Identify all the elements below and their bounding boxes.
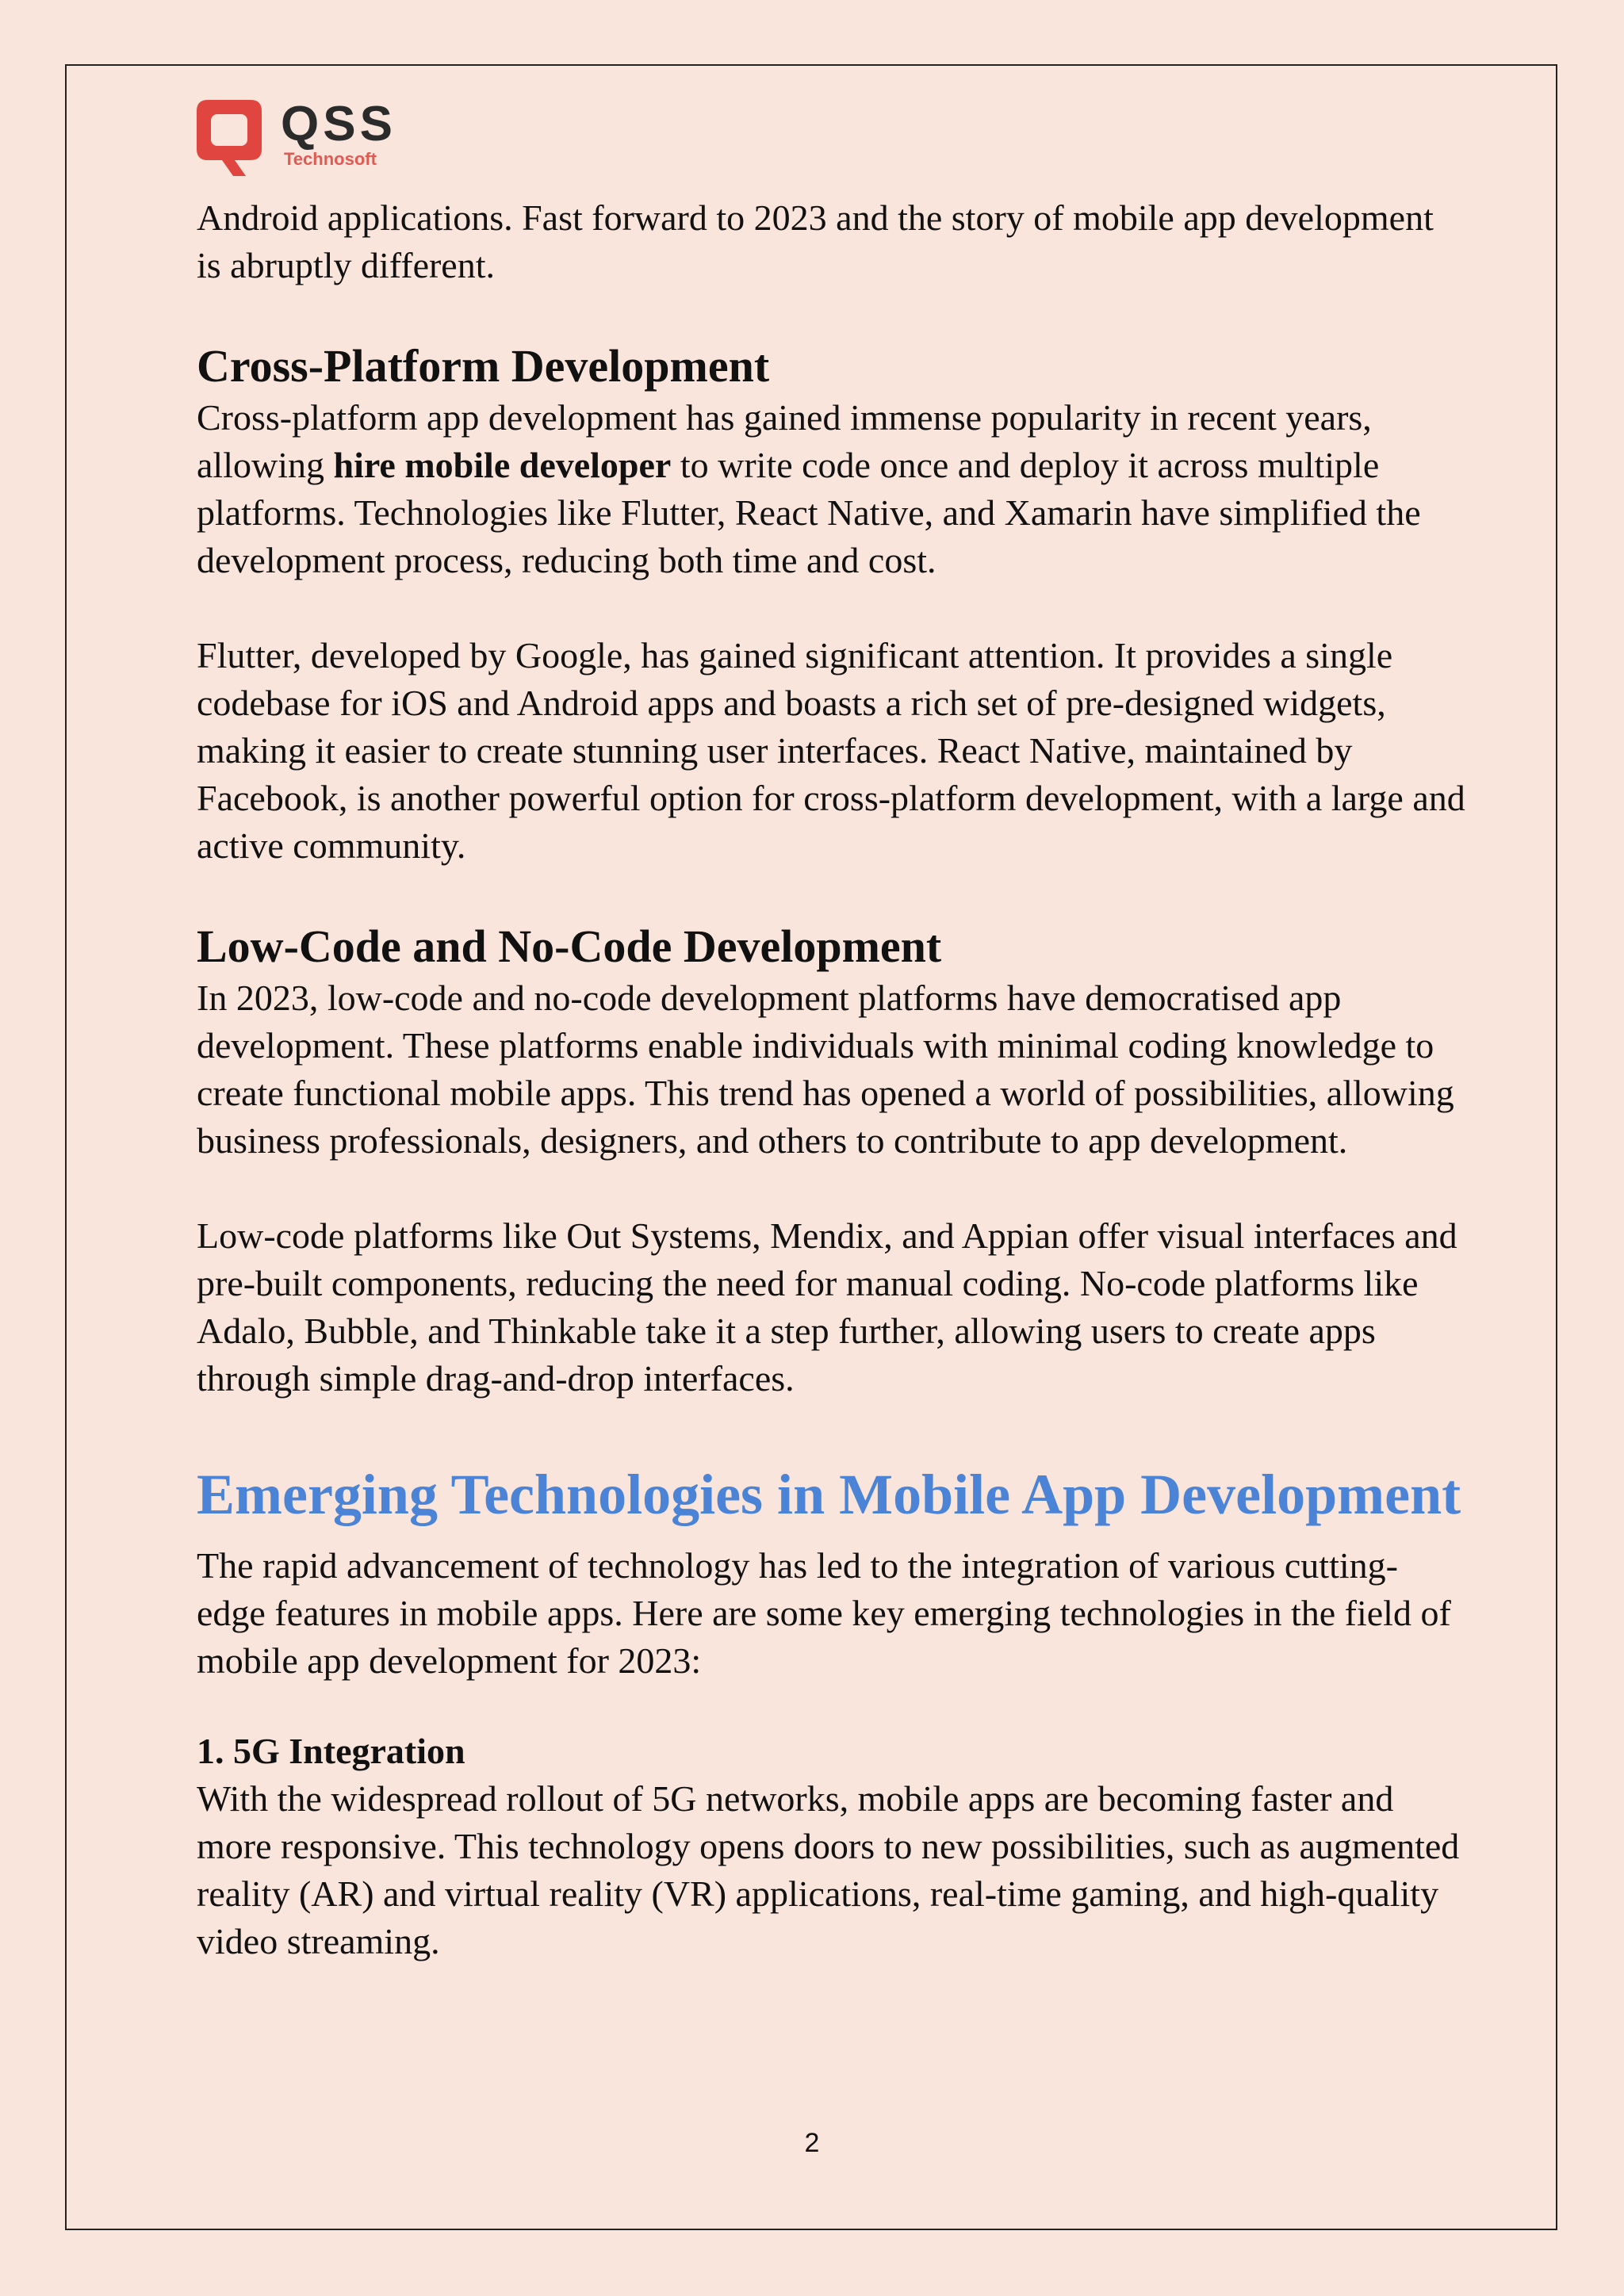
- logo-wordmark: QSS: [281, 97, 396, 151]
- low-code-paragraph-2: Low-code platforms like Out Systems, Mendix, and Appian offer visual interfaces and pre-built components, reducing the need for manual coding. No-code platforms like Adalo, Bubble, and Thinkable take it a step further, allowing users to create apps through simple drag-and-drop interfaces.: [197, 1215, 1457, 1399]
- cross-platform-paragraph-2: Flutter, developed by Google, has gained significant attention. It provides a single codebase for iOS and Android apps and boasts a rich set of pre-designed widgets, making it easier to create stunning user interfaces. React Native, maintained by Facebook, is another powerful option for cross-platform development, with a large and active community.: [197, 635, 1465, 866]
- low-code-paragraph-1: In 2023, low-code and no-code development platforms have democratised app development. These platforms enable individuals with minimal coding knowledge to create functional mobile apps. This trend has opened a world of possibilities, allowing business professionals, designers, and others to contribute to app development.: [197, 978, 1454, 1161]
- logo-subtitle: Technosoft: [284, 149, 377, 169]
- cross-p1-before: Cross-platform app development has gained immense popularity in recent years, allowing: [197, 397, 1372, 485]
- company-logo: [193, 97, 400, 179]
- cross-platform-paragraph-1: [197, 394, 1465, 584]
- 5g-paragraph: With the widespread rollout of 5G networks, mobile apps are becoming faster and more responsive. This technology opens doors to new possibilities, such as augmented reality (AR) and virtual reality (VR) applications, real-time gaming, and high-quality video streaming.: [197, 1778, 1460, 1961]
- heading-5g-integration: 1. 5G Integration: [197, 1731, 465, 1771]
- heading-cross-platform: Cross-Platform Development: [197, 340, 770, 392]
- logo-q-icon: [193, 97, 265, 179]
- heading-low-code: Low-Code and No-Code Development: [197, 920, 942, 972]
- document-body: [197, 194, 1465, 1965]
- page-number: 2: [804, 2128, 820, 2158]
- heading-emerging-technologies: Emerging Technologies in Mobile App Development: [197, 1463, 1461, 1526]
- emerging-paragraph-1: The rapid advancement of technology has led to the integration of various cutting-edge features in mobile apps. Here are some key emerging technologies in the field of mobile app development for 2023:: [197, 1545, 1451, 1681]
- hire-mobile-developer-link[interactable]: hire mobile developer: [333, 445, 672, 485]
- cross-p1-after: to write code once and deploy it across multiple platforms. Technologies like Flutter, React Native, and Xamarin have simplified the development process, reducing both time and cost.: [197, 445, 1421, 580]
- intro-paragraph: Android applications. Fast forward to 2023 and the story of mobile app development is abruptly different.: [197, 197, 1434, 285]
